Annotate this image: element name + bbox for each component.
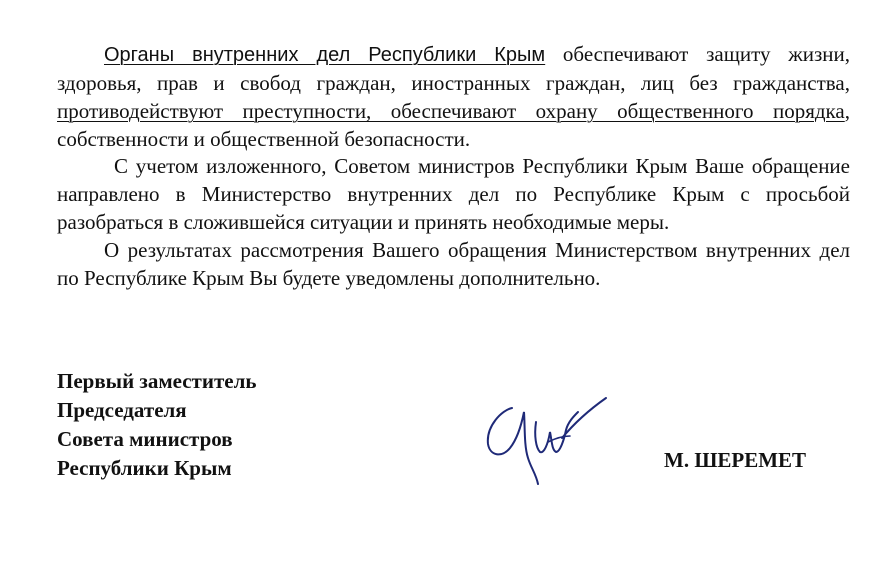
paragraph-1-text-2: , собственности и общественной безопасности. xyxy=(57,99,850,151)
underlined-phrase-2: противодействуют преступности, обеспечивают охрану общественного порядка xyxy=(57,99,845,123)
paragraph-1-text-1: обеспечивают защиту жизни, здоровья, прав и свобод граждан, иностранных граждан, лиц без гражданства, xyxy=(57,42,850,95)
paragraph-3: О результатах рассмотрения Вашего обращения Министерством внутренних дел по Республике Крым Вы будете уведомлены дополнительно. xyxy=(57,238,850,290)
signer-name: М. ШЕРЕМЕТ xyxy=(664,448,807,472)
paragraph-2: С учетом изложенного, Советом министров Республики Крым Ваше обращение направлено в Министерство внутренних дел по Республике Крым с просьбой разобраться в сложившейся ситуации и принять необходимые меры. xyxy=(57,154,850,234)
signer-title-line: Председателя xyxy=(57,398,187,422)
paragraph-1 xyxy=(57,40,850,153)
handwritten-signature xyxy=(478,382,618,492)
underlined-phrase-1: Органы внутренних дел Республики Крым xyxy=(104,44,546,66)
signer-title-line: Первый заместитель xyxy=(57,369,257,393)
signer-title-line: Совета министров xyxy=(57,427,233,451)
signer-title-line: Республики Крым xyxy=(57,456,232,480)
signer-title xyxy=(57,367,257,483)
